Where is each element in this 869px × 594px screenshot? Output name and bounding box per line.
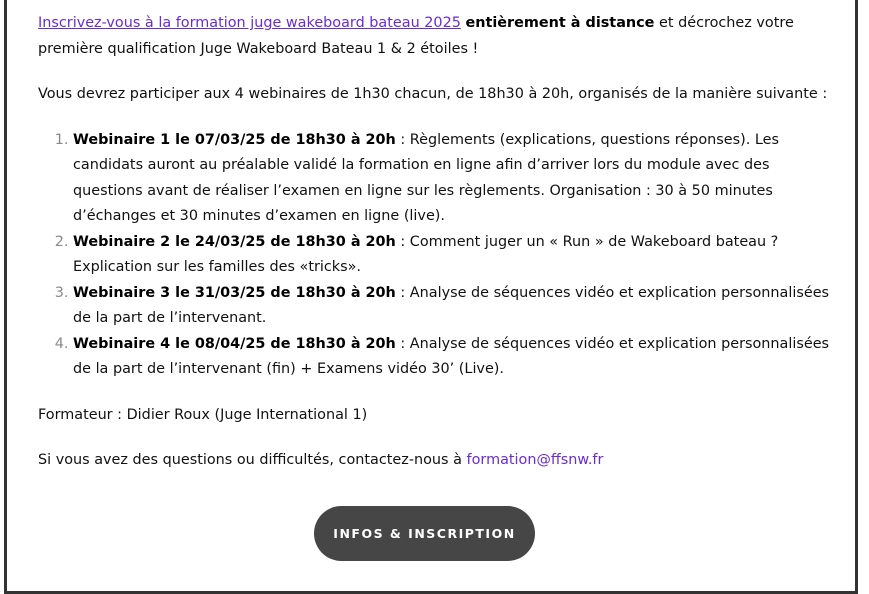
list-item <box>73 332 838 383</box>
webinar-description: : Comment juger un « Run » de Wakeboard bateau ? Explication sur les familles des «tricks». <box>73 233 779 275</box>
intro-rest: et décrochez votre première qualification Juge Wakeboard Bateau 1 & 2 étoiles ! <box>38 15 794 57</box>
webinar-title: Webinaire 2 le 24/03/25 de 18h30 à 20h <box>73 233 396 250</box>
cta-wrapper <box>7 506 855 561</box>
trainer-line: Formateur : Didier Roux (Juge International 1) <box>38 406 368 423</box>
intro-paragraph <box>38 11 838 62</box>
webinar-title: Webinaire 3 le 31/03/25 de 18h30 à 20h <box>73 284 396 301</box>
contact-email-link[interactable]: formation@ffsnw.fr <box>466 452 604 468</box>
intro-bold: entièrement à distance <box>465 15 655 31</box>
webinar-title: Webinaire 1 le 07/03/25 de 18h30 à 20h <box>73 131 396 148</box>
webinar-description: : Analyse de séquences vidéo et explication personnalisées de la part de l’intervenant. <box>73 284 830 326</box>
webinar-description: : Analyse de séquences vidéo et explication personnalisées de la part de l’intervenant (fin) + Examens vidéo 30’ (Live). <box>73 335 830 377</box>
webinar-list <box>38 128 838 383</box>
webinar-intro: Vous devrez participer aux 4 webinaires de 1h30 chacun, de 18h30 à 20h, organisés de la manière suivante : <box>38 86 828 102</box>
list-item <box>73 281 838 332</box>
webinar-description: : Règlements (explications, questions réponses). Les candidats auront au préalable validé la formation en ligne afin d’arriver lors du module avec des questions avant de réaliser l’examen en ligne sur les règlements. Organisation : 30 à 50 minutes d’échanges et 30 minutes d’examen en ligne (live). <box>73 131 779 224</box>
article-body <box>38 11 838 474</box>
content-frame <box>4 0 858 594</box>
webinar-title: Webinaire 4 le 08/04/25 de 18h30 à 20h <box>73 335 396 352</box>
contact-text: Si vous avez des questions ou difficultés, contactez-nous à <box>38 452 467 468</box>
contact-line <box>38 448 838 474</box>
infos-inscription-button[interactable]: INFOS & INSCRIPTION <box>314 506 535 561</box>
list-item <box>73 230 838 281</box>
registration-link[interactable]: Inscrivez-vous à la formation juge wakeboard bateau 2025 <box>38 15 461 31</box>
list-item <box>73 128 838 230</box>
